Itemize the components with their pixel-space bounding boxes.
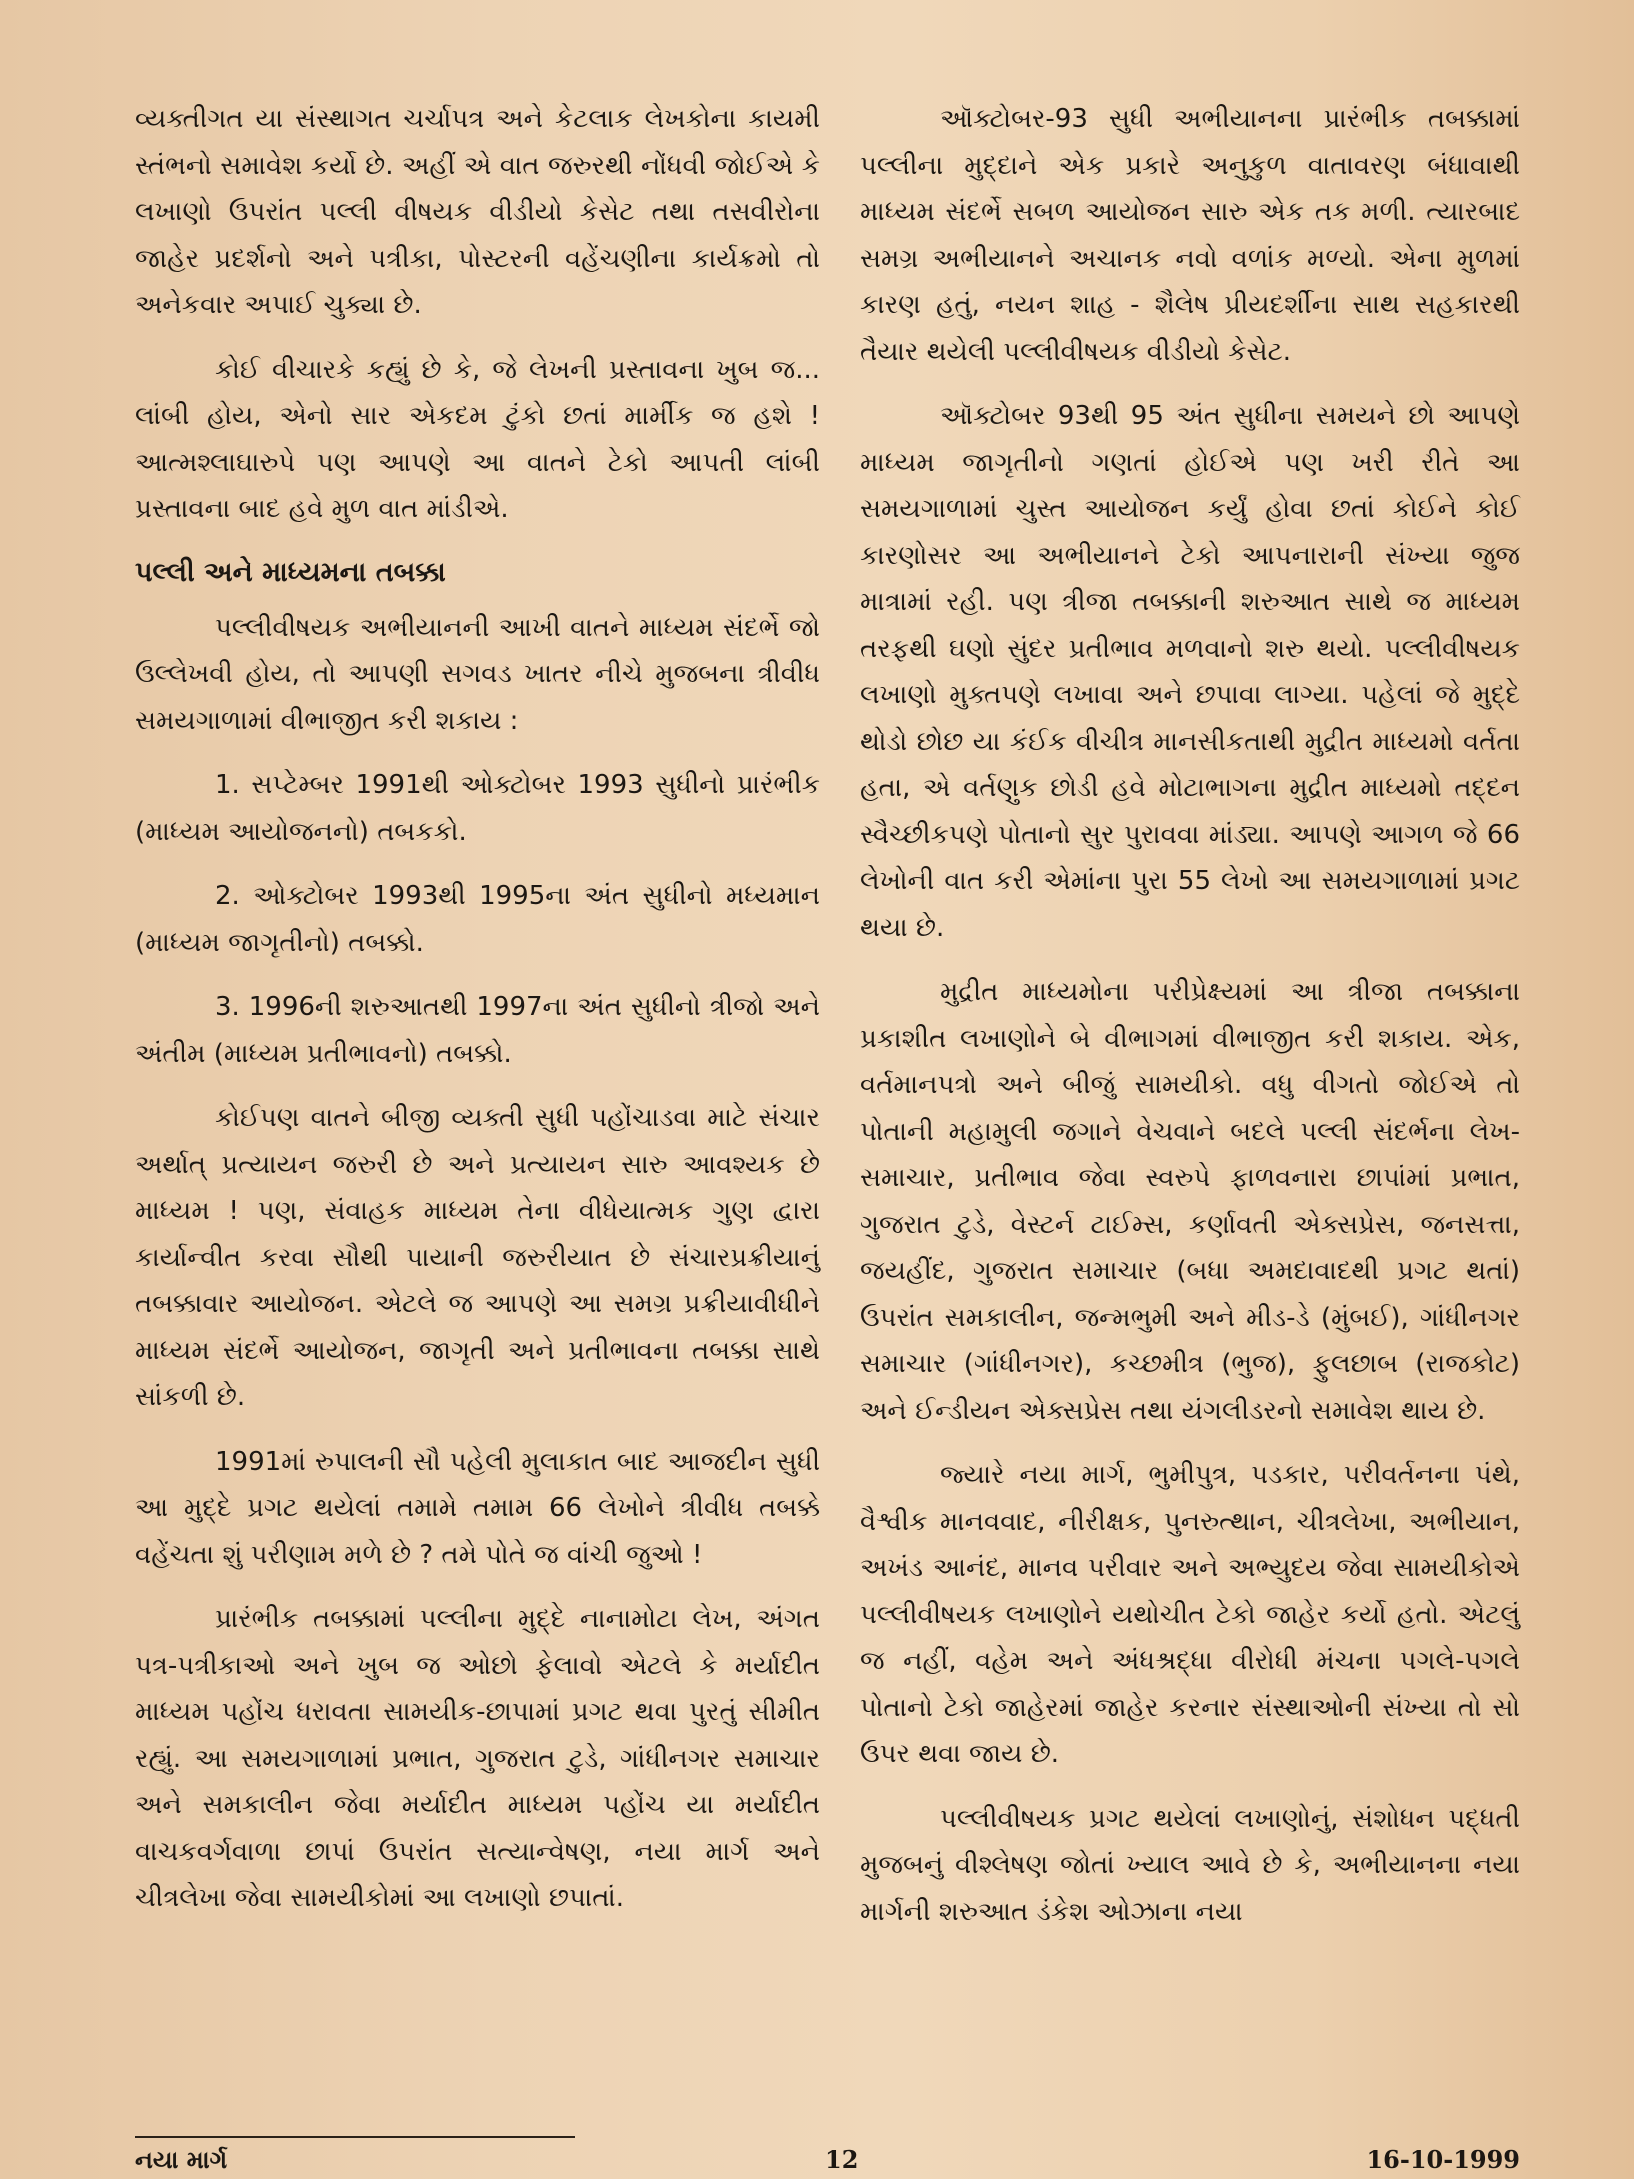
left-column xyxy=(135,96,820,1940)
page-number: 12 xyxy=(825,2145,859,2174)
right-column xyxy=(860,96,1520,1953)
paragraph: મુદ્રીત માધ્યમોના પરીપ્રેક્ષ્યમાં આ ત્રીજા તબક્કાના પ્રકાશીત લખાણોને બે વીભાગમાં વીભાજીત કરી શકાય. એક, વર્તમાનપત્રો અને બીજું સામયીકો. વધુ વીગતો જોઈએ તો પોતાની મહામુલી જગાને વેચવાને બદલે પલ્લી સંદર્ભના લેખ-સમાચાર, પ્રતીભાવ જેવા સ્વરુપે ફાળવનારા છાપાંમાં પ્રભાત, ગુજરાત ટુડે, વેસ્ટર્ન ટાઈમ્સ, કર્ણાવતી એક્સપ્રેસ, જનસત્તા, જયહીંદ, ગુજરાત સમાચાર (બધા અમદાવાદથી પ્રગટ થતાં) ઉપરાંત સમકાલીન, જન્મભુમી અને મીડ-ડે (મુંબઈ), ગાંધીનગર સમાચાર (ગાંધીનગર), કચ્છમીત્ર (ભુજ), ફુલછાબ (રાજકોટ) અને ઈન્ડીયન એક્સપ્રેસ તથા યંગલીડરનો સમાવેશ થાય છે. xyxy=(860,977,1520,1426)
paragraph: કોઈપણ વાતને બીજી વ્યક્તી સુધી પહોંચાડવા માટે સંચાર અર્થાત્ પ્રત્યાયન જરુરી છે અને પ્રત્યાયન સારુ આવશ્યક છે માધ્યમ ! પણ, સંવાહક માધ્યમ તેના વીધેયાત્મક ગુણ દ્વારા કાર્યાન્વીત કરવા સૌથી પાયાની જરુરીયાત છે સંચારપ્રક્રીયાનું તબક્કાવાર આયોજન. એટલે જ આપણે આ સમગ્ર પ્રક્રીયાવીધીને માધ્યમ સંદર્ભે આયોજન, જાગૃતી અને પ્રતીભાવના તબક્કા સાથે સાંકળી છે. xyxy=(135,1103,820,1412)
paragraph: પ્રારંભીક તબક્કામાં પલ્લીના મુદ્દે નાનામોટા લેખ, અંગત પત્ર-પત્રીકાઓ અને ખુબ જ ઓછો ફેલાવો એટલે કે મર્યાદીત માધ્યમ પહોંચ ધરાવતા સામયીક-છાપામાં પ્રગટ થવા પુરતું સીમીત રહ્યું. આ સમયગાળામાં પ્રભાત, ગુજરાત ટુડે, ગાંધીનગર સમાચાર અને સમકાલીન જેવા મર્યાદીત માધ્યમ પહોંચ યા મર્યાદીત વાચકવર્ગવાળા છાપાં ઉપરાંત સત્યાન્વેષણ, નયા માર્ગ અને ચીત્રલેખા જેવા સામયીકોમાં આ લખાણો છપાતાં. xyxy=(135,1604,820,1913)
paragraph: કોઈ વીચારકે કહ્યું છે કે, જે લેખની પ્રસ્તાવના ખુબ જ... લાંબી હોય, એનો સાર એકદમ ટુંકો છતાં માર્મીક જ હશે ! આત્મશ્લાઘારુપે પણ આપણે આ વાતને ટેકો આપતી લાંબી પ્રસ્તાવના બાદ હવે મુળ વાત માંડીએ. xyxy=(135,354,820,524)
list-item: 3. 1996ની શરુઆતથી 1997ના અંત સુધીનો ત્રીજો અને અંતીમ (માધ્યમ પ્રતીભાવનો) તબક્કો. xyxy=(135,992,820,1069)
paragraph: વ્યક્તીગત યા સંસ્થાગત ચર્ચાપત્ર અને કેટલાક લેખકોના કાયમી સ્તંભનો સમાવેશ કર્યો છે. અહીં એ વાત જરુરથી નોંધવી જોઈએ કે લખાણો ઉપરાંત પલ્લી વીષયક વીડીયો કેસેટ તથા તસવીરોના જાહેર પ્રદર્શનો અને પત્રીકા, પોસ્ટરની વહેંચણીના કાર્યક્રમો તો અનેકવાર અપાઈ ચુક્યા છે. xyxy=(135,104,820,320)
page-footer xyxy=(135,2145,1520,2175)
paragraph: 1991માં રુપાલની સૌ પહેલી મુલાકાત બાદ આજદીન સુધી આ મુદ્દે પ્રગટ થયેલાં તમામે તમામ 66 લેખોને ત્રીવીધ તબક્કે વહેંચતા શું પરીણામ મળે છે ? તમે પોતે જ વાંચી જુઓ ! xyxy=(135,1446,820,1570)
paragraph: જ્યારે નયા માર્ગ, ભુમીપુત્ર, પડકાર, પરીવર્તનના પંથે, વૈશ્વીક માનવવાદ, નીરીક્ષક, પુનરુત્થાન, ચીત્રલેખા, અભીયાન, અખંડ આનંદ, માનવ પરીવાર અને અભ્યુદય જેવા સામયીકોએ પલ્લીવીષયક લખાણોને યથોચીત ટેકો જાહેર કર્યો હતો. એટલું જ નહીં, વહેમ અને અંધશ્રદ્ધા વીરોધી મંચના પગલે-પગલે પોતાનો ટેકો જાહેરમાં જાહેર કરનાર સંસ્થાઓની સંખ્યા તો સો ઉપર થવા જાય છે. xyxy=(860,1460,1520,1769)
paragraph: પલ્લીવીષયક પ્રગટ થયેલાં લખાણોનું, સંશોધન પદ્ધતી મુજબનું વીશ્લેષણ જોતાં ખ્યાલ આવે છે કે, અભીયાનના નયા માર્ગની શરુઆત ડંકેશ ઓઝાના નયા xyxy=(860,1803,1520,1927)
paragraph: ઑક્ટોબર-93 સુધી અભીયાનના પ્રારંભીક તબક્કામાં પલ્લીના મુદ્દાને એક પ્રકારે અનુકુળ વાતાવરણ બંધાવાથી માધ્યમ સંદર્ભે સબળ આયોજન સારુ એક તક મળી. ત્યારબાદ સમગ્ર અભીયાનને અચાનક નવો વળાંક મળ્યો. એના મુળમાં કારણ હતું, નયન શાહ - શૈલેષ પ્રીયદર્શીના સાથ સહકારથી તૈયાર થયેલી પલ્લીવીષયક વીડીયો કેસેટ. xyxy=(860,104,1520,367)
paragraph: ઑક્ટોબર 93થી 95 અંત સુધીના સમયને છો આપણે માધ્યમ જાગૃતીનો ગણતાં હોઈએ પણ ખરી રીતે આ સમયગાળામાં ચુસ્ત આયોજન કર્યું હોવા છતાં કોઈને કોઈ કારણોસર આ અભીયાનને ટેકો આપનારાની સંખ્યા જુજ માત્રામાં રહી. પણ ત્રીજા તબક્કાની શરુઆત સાથે જ માધ્યમ તરફથી ઘણો સુંદર પ્રતીભાવ મળવાનો શરુ થયો. પલ્લીવીષયક લખાણો મુક્તપણે લખાવા અને છપાવા લાગ્યા. પહેલાં જે મુદ્દે થોડો છોછ યા કંઈક વીચીત્ર માનસીકતાથી મુદ્રીત માધ્યમો વર્તતા હતા, એ વર્તણુક છોડી હવે મોટાભાગના મુદ્રીત માધ્યમો તદ્દન સ્વૈચ્છીકપણે પોતાનો સુર પુરાવવા માંડ્યા. આપણે આગળ જે 66 લેખોની વાત કરી એમાંના પુરા 55 લેખો આ સમયગાળામાં પ્રગટ થયા છે. xyxy=(860,401,1520,943)
paragraph: પલ્લીવીષયક અભીયાનની આખી વાતને માધ્યમ સંદર્ભે જો ઉલ્લેખવી હોય, તો આપણી સગવડ ખાતર નીચે મુજબના ત્રીવીધ સમયગાળામાં વીભાજીત કરી શકાય : xyxy=(135,612,820,736)
publication-name: નયા માર્ગ xyxy=(135,2145,228,2174)
list-item: 2. ઓક્ટોબર 1993થી 1995ના અંત સુધીનો મધ્યમાન (માધ્યમ જાગૃતીનો) તબક્કો. xyxy=(135,881,820,958)
list-item: 1. સપ્ટેમ્બર 1991થી ઓક્ટોબર 1993 સુધીનો પ્રારંભીક (માધ્યમ આયોજનનો) તબકકો. xyxy=(135,770,820,847)
footer-divider xyxy=(135,2136,575,2138)
section-heading: પલ્લી અને માધ્યમના તબક્કા xyxy=(135,556,446,588)
issue-date: 16-10-1999 xyxy=(1366,2145,1520,2174)
